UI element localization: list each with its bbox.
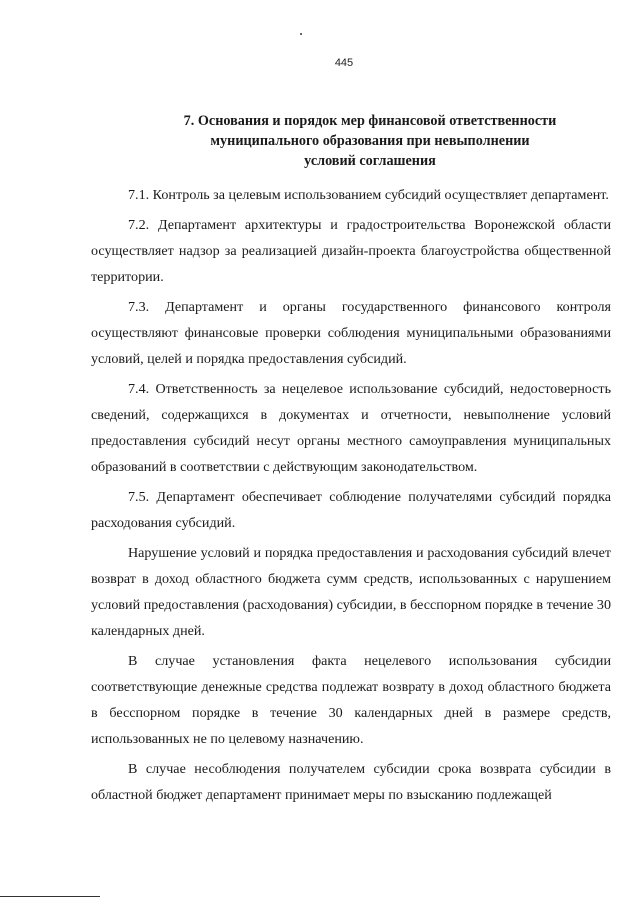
paragraph-misuse: В случае установления факта нецелевого использования субсидии соответствующие денежные средства подлежат возврату в доход областного бюджета в бесспорном порядке в течение 30 календарных дней в размере средств, использованных не по целевому назначению. (91, 653, 611, 747)
paragraph-7-1: 7.1. Контроль за целевым использованием субсидий осуществляет департамент. (128, 187, 609, 203)
paragraph-violation: Нарушение условий и порядка предоставления и расходования субсидий влечет возврат в доход областного бюджета сумм средств, использованных с нарушением условий предоставления (расходования) субсидии, в бесспорном порядке в течение 30 календарных дней. (91, 545, 611, 639)
paragraph-7-5: 7.5. Департамент обеспечивает соблюдение получателями субсидий порядка расходования субсидий. (91, 489, 611, 531)
document-body (91, 182, 611, 808)
paragraph-7-4: 7.4. Ответственность за нецелевое использование субсидий, недостоверность сведений, содержащихся в документах и отчетности, невыполнение условий предоставления субсидий несут органы местного самоуправления муниципальных образований в соответствии с действующим законодательством. (91, 381, 611, 475)
section-heading-line-1: 7. Основания и порядок мер финансовой ответственности (183, 113, 557, 129)
footer-rule (0, 896, 100, 897)
section-heading (150, 111, 590, 171)
scan-speck (300, 33, 302, 35)
page-number: 445 (334, 57, 354, 69)
paragraph-non-return: В случае несоблюдения получателем субсидии срока возврата субсидии в областной бюджет департамент принимает меры по взысканию подлежащей (91, 761, 611, 803)
section-heading-line-3: условий соглашения (304, 153, 436, 169)
paragraph-7-2: 7.2. Департамент архитектуры и градостроительства Воронежской области осуществляет надзор за реализацией дизайн-проекта благоустройства общественной территории. (91, 217, 611, 285)
paragraph-7-3: 7.3. Департамент и органы государственного финансового контроля осуществляют финансовые проверки соблюдения муниципальными образованиями условий, целей и порядка предоставления субсидий. (91, 299, 611, 367)
section-heading-line-2: муниципального образования при невыполнении (210, 133, 530, 149)
